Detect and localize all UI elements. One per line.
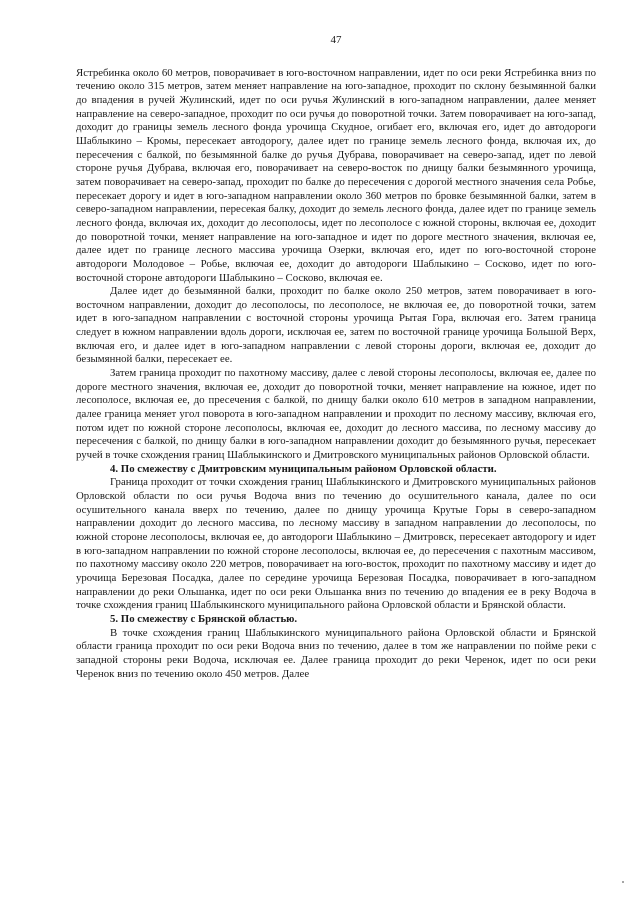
page-number: 47 bbox=[330, 34, 342, 46]
section-heading-dmitrovsky: 4. По смежеству с Дмитровским муниципальным районом Орловской области. bbox=[110, 462, 497, 475]
paragraph-dmitrovsky-border: Граница проходит от точки схождения границ Шаблыкинского и Дмитровского муниципальных районов Орловской области по оси ручья Водоча вниз по течению до осушительного канала, далее по оси осушительного канала вверх по течению, далее по днищу урочища Крутые Горы в северо-западном направлении доходит до лесного массива, по лесному массиву в западном направлении до лесополосы, по южной стороне лесополосы, включая ее, до автодороги Шаблыкино – Дмитровск, пересекает автодорогу и идет в юго-западном направлении по южной стороне лесополосы, включая ее, до пересечения с пахотным массивом, по пахотному массиву около 220 метров, поворачивает на юго-восток, проходит по пахотному массиву и идет до урочища Березовая Посадка, далее по середине урочища Березовая Посадка, поворачивает в юго-западном направлении до реки Ольшанка, идет по оси реки Ольшанка вниз по течению до впадения ее в реку Водоча в точке схождения границ Шаблыкинского муниципального района Орловской области и Брянской области. bbox=[76, 476, 596, 612]
paragraph-boundary-plowland: Затем граница проходит по пахотному массиву, далее с левой стороны лесополосы, включая ее, далее по дороге местного значения, включая ее, доходит до поворотной точки, меняет направление на южное, идет по лесополосе, включая ее, до пресечения с балкой, по днищу балки около 610 метров в западном направлении, далее граница меняет угол поворота в юго-западном направлении и проходит по лесному массиву, включая его, потом идет по южной стороне лесополосы, включая ее, доходит до лесного массива, по лесному массиву до пересечения с балкой, по днищу балки в юго-западном направлении доходит до безымянного ручья, пересекает ручей в точке схождения границ Шаблыкинского и Дмитровского муниципальных районов Орловской области. bbox=[76, 367, 596, 462]
paragraph-bryansk-border: В точке схождения границ Шаблыкинского муниципального района Орловской области и Брянской области граница проходит по оси реки Водоча вниз по течению, далее в том же направлении по пойме реки с западной стороны реки Водоча, исключая ее. Далее граница проходит до реки Черенок, идет по оси реки Черенок вниз по течению около 450 метров. Далее bbox=[76, 626, 596, 680]
section-heading-bryansk: 5. По смежеству с Брянской областью. bbox=[110, 612, 298, 625]
paragraph-boundary-continuation: Ястребинка около 60 метров, поворачивает в юго-восточном направлении, идет по оси реки Ястребинка вниз по течению около 315 метров, затем меняет направление на юго-западное, проходит по склону безымянной балки до впадения в ручей Жулинский, идет по оси ручья Жулинский в юго-западном направлении, далее меняет направление на северо-западное, проходит по оси ручья до поворотной точки. Затем поворачивает на юго-запад, доходит до границы земель лесного фонда урочища Скудное, огибает его, включая его, идет до автодороги Шаблыкино – Кромы, пересекает автодорогу, далее идет по границе земель лесного фонда, включая их, до пересечения с балкой, по безымянной балке до ручья Дубрава, поворачивает на северо-запад, идет по левой стороне ручья Дубрава, включая его, поворачивает на северо-восток по днищу балки безымянного урочища, затем поворачивает на северо-запад, проходит по балке до пересечения с дорогой местного значения села Робье, пересекает дорогу и идет в юго-западном направлении около 360 метров по бровке безымянной балки, затем в северо-западном направлении, пересекая балку, доходит до земель лесного фонда, далее идет по границе земель лесного фонда, включая их, доходит до лесополосы, идет по лесополосе с южной стороны, включая ее, доходит до поворотной точки, меняет направление на юго-западное и идет по дороге местного значения, включая ее, далее идет по границе лесного массива урочища Озерки, включая его, идет по юго-восточной стороне автодороги Молодовое – Робье, включая ее, доходит до автодороги Шаблыкино – Сосково, идет по юго-восточной стороне автодороги Шаблыкино – Сосково, включая ее. bbox=[76, 66, 596, 284]
scan-artifact-dot bbox=[622, 881, 624, 883]
paragraph-boundary-balka: Далее идет до безымянной балки, проходит по балке около 250 метров, затем поворачивает в юго-восточном направлении, доходит до лесополосы, по лесополосе, не включая ее, до поворотной точки, затем идет в юго-западном направлении с восточной стороны урочища Рытая Гора, включая его. Затем граница следует в южном направлении вдоль дороги, исключая ее, затем по восточной границе урочища Большой Верх, включая его, и далее идет в юго-западном направлении с левой стороны дороги, включая ее, доходит до безымянной балки, пересекает ее. bbox=[76, 285, 596, 366]
